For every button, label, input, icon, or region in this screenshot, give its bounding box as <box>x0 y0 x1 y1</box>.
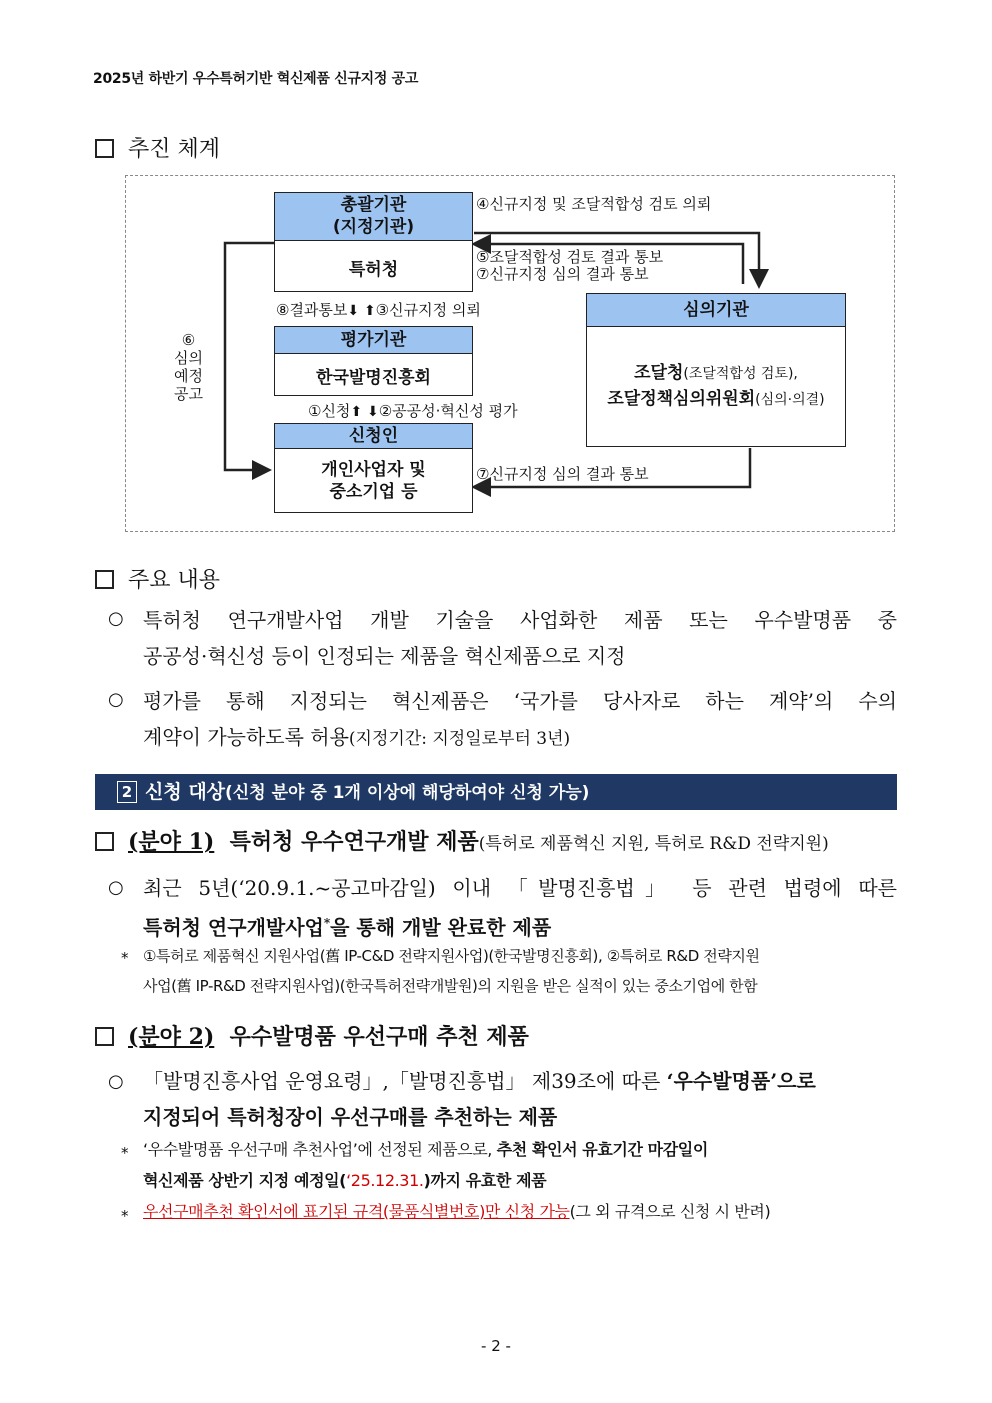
note-star: * <box>121 1144 129 1162</box>
node-supervising-subtitle: (지정기관) <box>332 217 415 237</box>
label-step4: ④신규지정 및 조달적합성 검토 의뢰 <box>476 195 712 213</box>
note-star: * <box>121 949 129 967</box>
checkbox-square-icon <box>95 832 114 851</box>
page-number: - 2 - <box>481 1337 511 1355</box>
bullet-icon: ○ <box>108 608 124 629</box>
label-step8-3: ⑧결과통보⬇ ⬆③신규지정 의뢰 <box>276 301 481 319</box>
node-deliberation-line1: 조달청(조달적합성 검토), <box>634 363 798 383</box>
bullet-icon: ○ <box>108 1071 124 1092</box>
node-deliberation-line2: 조달정책심의위원회(심의·의결) <box>607 389 825 409</box>
document-header: 2025년 하반기 우수특허기반 혁신제품 신규지정 공고 <box>93 71 419 87</box>
bullet-icon: ○ <box>108 689 124 710</box>
bullet-icon: ○ <box>108 877 124 898</box>
main-item2-line1: 평가를 통해 지정되는 혁신제품은 ‘국가를 당사자로 하는 계약’의 수의 <box>143 689 897 713</box>
node-deliberation-agency <box>586 293 846 447</box>
arrow-announcement <box>225 243 275 470</box>
label-step5: ⑤조달적합성 검토 결과 통보 <box>476 248 664 266</box>
node-deliberation-head: 심의기관 <box>587 294 845 327</box>
main-item2-line2: 계약이 가능하도록 허용(지정기간: 지정일로부터 3년) <box>143 725 571 749</box>
field2-line2: 지정되어 특허청장이 우선구매를 추천하는 제품 <box>143 1105 558 1129</box>
section-number: 2 <box>117 781 137 803</box>
field2-line1: 「발명진흥사업 운영요령」,「발명진흥법」 제39조에 따른 ‘우수발명품’으로 <box>143 1069 816 1093</box>
field2-note1-line2: 혁신제품 상반기 지정 예정일(‘25.12.31.)까지 유효한 제품 <box>143 1171 547 1190</box>
label-step1-2: ①신청⬆ ⬇②공공성·혁신성 평가 <box>308 402 518 420</box>
node-evaluation-agency <box>274 326 473 396</box>
node-evaluation-head: 평가기관 <box>275 327 472 354</box>
field2-note1-line1: ‘우수발명품 우선구매 추천사업’에 선정된 제품으로, 추천 확인서 유효기간 마감일이 <box>143 1140 708 1159</box>
node-applicant-line2: 중소기업 등 <box>329 482 418 502</box>
arrow-down-icon: ⬇ <box>347 303 360 319</box>
field1-line2: 특허청 연구개발사업*을 통해 개발 완료한 제품 <box>143 915 552 940</box>
section-title-main-content: 주요 내용 <box>95 563 220 594</box>
section-title-structure: 추진 체계 <box>95 132 220 163</box>
label-step7-bottom: ⑦신규지정 심의 결과 통보 <box>476 465 649 483</box>
note-star: * <box>121 1207 129 1225</box>
node-supervising-agency <box>274 192 473 292</box>
field2-title: (분야 2) 우수발명품 우선구매 추천 제품 <box>95 1020 529 1051</box>
checkbox-square-icon <box>95 1027 114 1046</box>
node-applicant-body <box>275 449 472 513</box>
checkbox-square-icon <box>95 139 114 158</box>
node-applicant <box>274 423 473 513</box>
field1-note-line2: 사업(舊 IP-R&D 전략지원사업)(한국특허전략개발원)의 지원을 받은 실적이 있는 중소기업에 한함 <box>143 977 758 995</box>
label-step6: ⑥ 심의 예정 공고 <box>174 331 203 403</box>
checkbox-square-icon <box>95 570 114 589</box>
section-banner-eligibility: 2 신청 대상(신청 분야 중 1개 이상에 해당하여야 신청 가능) <box>95 774 897 810</box>
node-deliberation-body <box>587 327 845 447</box>
field1-line1: 최근 5년(‘20.9.1.~공고마감일) 이내 「발명진흥법」 등 관련 법령에 따른 <box>143 876 897 900</box>
arrow-up-icon: ⬆ <box>363 303 376 319</box>
process-diagram <box>125 175 895 532</box>
arrow-down-icon: ⬇ <box>366 404 379 420</box>
field1-title: (분야 1) 특허청 우수연구개발 제품(특허로 제품혁신 지원, 특허로 R&D 전략지원) <box>95 825 829 856</box>
arrow-up-icon: ⬆ <box>350 404 363 420</box>
field1-note-line1: ①특허로 제품혁신 지원사업(舊 IP-C&D 전략지원사업)(한국발명진흥회), ②특허로 R&D 전략지원 <box>143 947 760 965</box>
main-item1-line2: 공공성·혁신성 등이 인정되는 제품을 혁신제품으로 지정 <box>143 644 626 668</box>
node-supervising-head <box>275 193 472 241</box>
node-supervising-body: 특허청 <box>348 259 399 280</box>
main-item1-line1: 특허청 연구개발사업 개발 기술을 사업화한 제품 또는 우수발명품 중 <box>143 608 897 632</box>
node-applicant-line1: 개인사업자 및 <box>321 460 426 480</box>
node-evaluation-body: 한국발명진흥회 <box>316 367 431 388</box>
node-supervising-title: 총괄기관 <box>340 195 407 215</box>
field2-note2: 우선구매추천 확인서에 표기된 규격(물품식별번호)만 신청 가능(그 외 규격으로 신청 시 반려) <box>143 1202 771 1221</box>
label-step7-top: ⑦신규지정 심의 결과 통보 <box>476 265 649 283</box>
node-applicant-head: 신청인 <box>275 424 472 449</box>
